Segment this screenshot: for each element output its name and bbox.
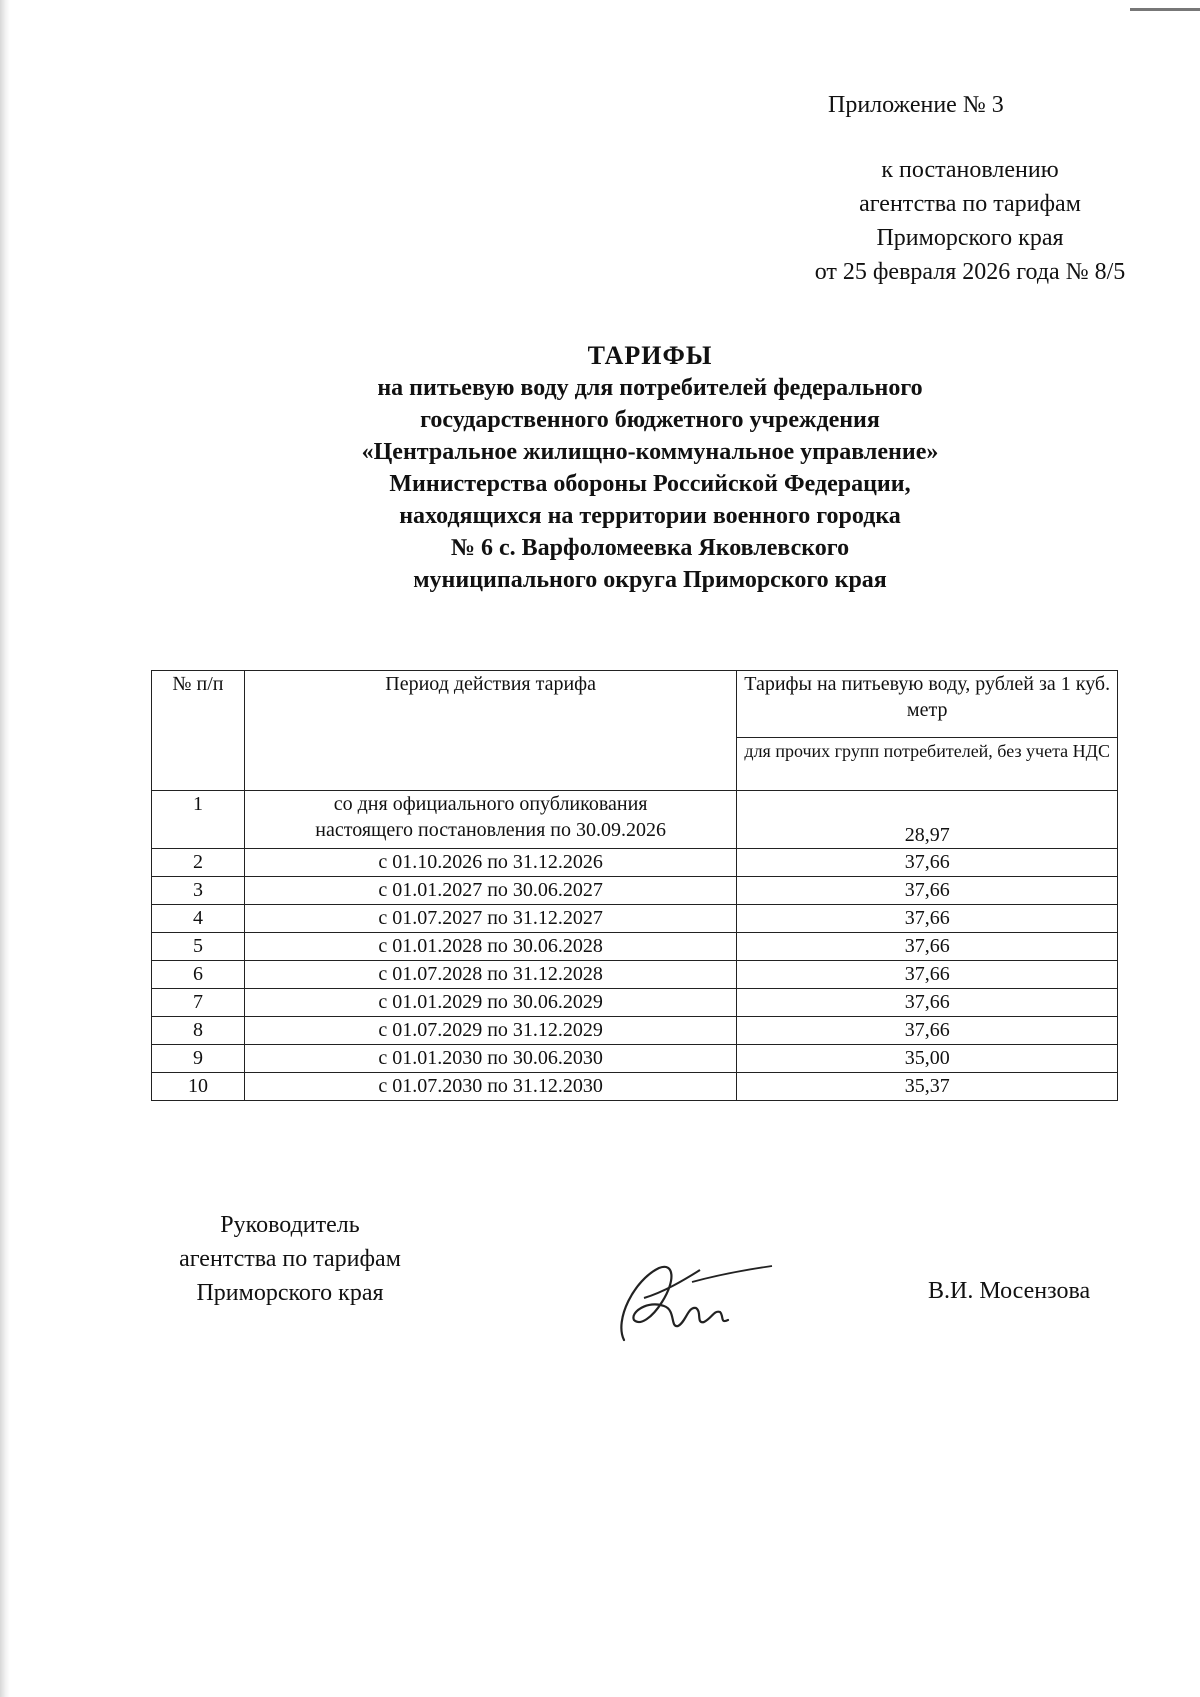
row-tariff: 37,66 <box>737 877 1118 905</box>
row-period: с 01.10.2026 по 31.12.2026 <box>244 849 736 877</box>
row-tariff: 37,66 <box>737 905 1118 933</box>
row-period: с 01.07.2030 по 31.12.2030 <box>244 1073 736 1101</box>
appendix-line: от 25 февраля 2026 года № 8/5 <box>814 259 1126 285</box>
appendix-block <box>700 88 1170 289</box>
table-row <box>152 989 1118 1017</box>
signatory-line: агентства по тарифам <box>179 1246 401 1272</box>
appendix-reference <box>700 153 1170 289</box>
row-number: 7 <box>152 989 245 1017</box>
table-row <box>152 905 1118 933</box>
appendix-line: Приморского края <box>876 225 1064 251</box>
row-number: 6 <box>152 961 245 989</box>
row-tariff: 37,66 <box>737 961 1118 989</box>
row-number: 1 <box>152 791 245 849</box>
table-row <box>152 849 1118 877</box>
title-line: «Центральное жилищно-коммунальное управление» <box>361 439 939 465</box>
table-row <box>152 933 1118 961</box>
tariff-table <box>151 670 1118 1101</box>
row-tariff: 35,00 <box>737 1045 1118 1073</box>
title-line: находящихся на территории военного городка <box>399 503 901 529</box>
handwritten-signature <box>604 1240 784 1350</box>
row-period: с 01.07.2028 по 31.12.2028 <box>244 961 736 989</box>
title-line: государственного бюджетного учреждения <box>420 407 880 433</box>
row-tariff: 28,97 <box>737 791 1118 849</box>
title-line: на питьевую воду для потребителей федерального <box>377 375 923 401</box>
header-number: № п/п <box>152 671 245 791</box>
row-number: 8 <box>152 1017 245 1045</box>
scan-edge-mark <box>1130 8 1200 11</box>
row-number: 9 <box>152 1045 245 1073</box>
title-line: Министерства обороны Российской Федерации, <box>389 471 911 497</box>
table-row <box>152 877 1118 905</box>
table-row <box>152 1073 1118 1101</box>
row-period: с 01.01.2029 по 30.06.2029 <box>244 989 736 1017</box>
signatory-line: Приморского края <box>196 1280 384 1306</box>
row-number: 4 <box>152 905 245 933</box>
signatory-line: Руководитель <box>220 1212 360 1238</box>
row-tariff: 37,66 <box>737 1017 1118 1045</box>
row-period: с 01.07.2029 по 31.12.2029 <box>244 1017 736 1045</box>
row-number: 3 <box>152 877 245 905</box>
appendix-line: агентства по тарифам <box>859 191 1081 217</box>
row-period: с 01.01.2027 по 30.06.2027 <box>244 877 736 905</box>
signatory-position <box>140 1208 440 1310</box>
table-row <box>152 1017 1118 1045</box>
table-row <box>152 791 1118 849</box>
document-title <box>200 340 1100 596</box>
header-period: Период действия тарифа <box>244 671 736 791</box>
appendix-number: Приложение № 3 <box>828 92 1004 118</box>
scan-edge-shadow <box>0 0 10 1697</box>
appendix-line: к постановлению <box>881 157 1059 183</box>
row-number: 5 <box>152 933 245 961</box>
title-line: № 6 с. Варфоломеевка Яковлевского <box>450 535 850 561</box>
row-period: с 01.01.2030 по 30.06.2030 <box>244 1045 736 1073</box>
signatory-name: В.И. Мосензова <box>928 1278 1091 1304</box>
title-heading: ТАРИФЫ <box>587 341 713 370</box>
row-period: с 01.07.2027 по 31.12.2027 <box>244 905 736 933</box>
header-tariff-sub: для прочих групп потребителей, без учета НДС <box>737 738 1118 791</box>
row-period: с 01.01.2028 по 30.06.2028 <box>244 933 736 961</box>
row-number: 10 <box>152 1073 245 1101</box>
row-tariff: 35,37 <box>737 1073 1118 1101</box>
row-period-line: со дня официального опубликования <box>333 793 648 815</box>
row-period-line: настоящего постановления по 30.09.2026 <box>315 819 666 841</box>
row-tariff: 37,66 <box>737 989 1118 1017</box>
table-header-row <box>152 671 1118 738</box>
row-tariff: 37,66 <box>737 849 1118 877</box>
header-tariff: Тарифы на питьевую воду, рублей за 1 куб. метр <box>737 671 1118 738</box>
row-tariff: 37,66 <box>737 933 1118 961</box>
table-row <box>152 1045 1118 1073</box>
table-row <box>152 961 1118 989</box>
row-period <box>244 791 736 849</box>
title-line: муниципального округа Приморского края <box>413 567 887 593</box>
row-number: 2 <box>152 849 245 877</box>
